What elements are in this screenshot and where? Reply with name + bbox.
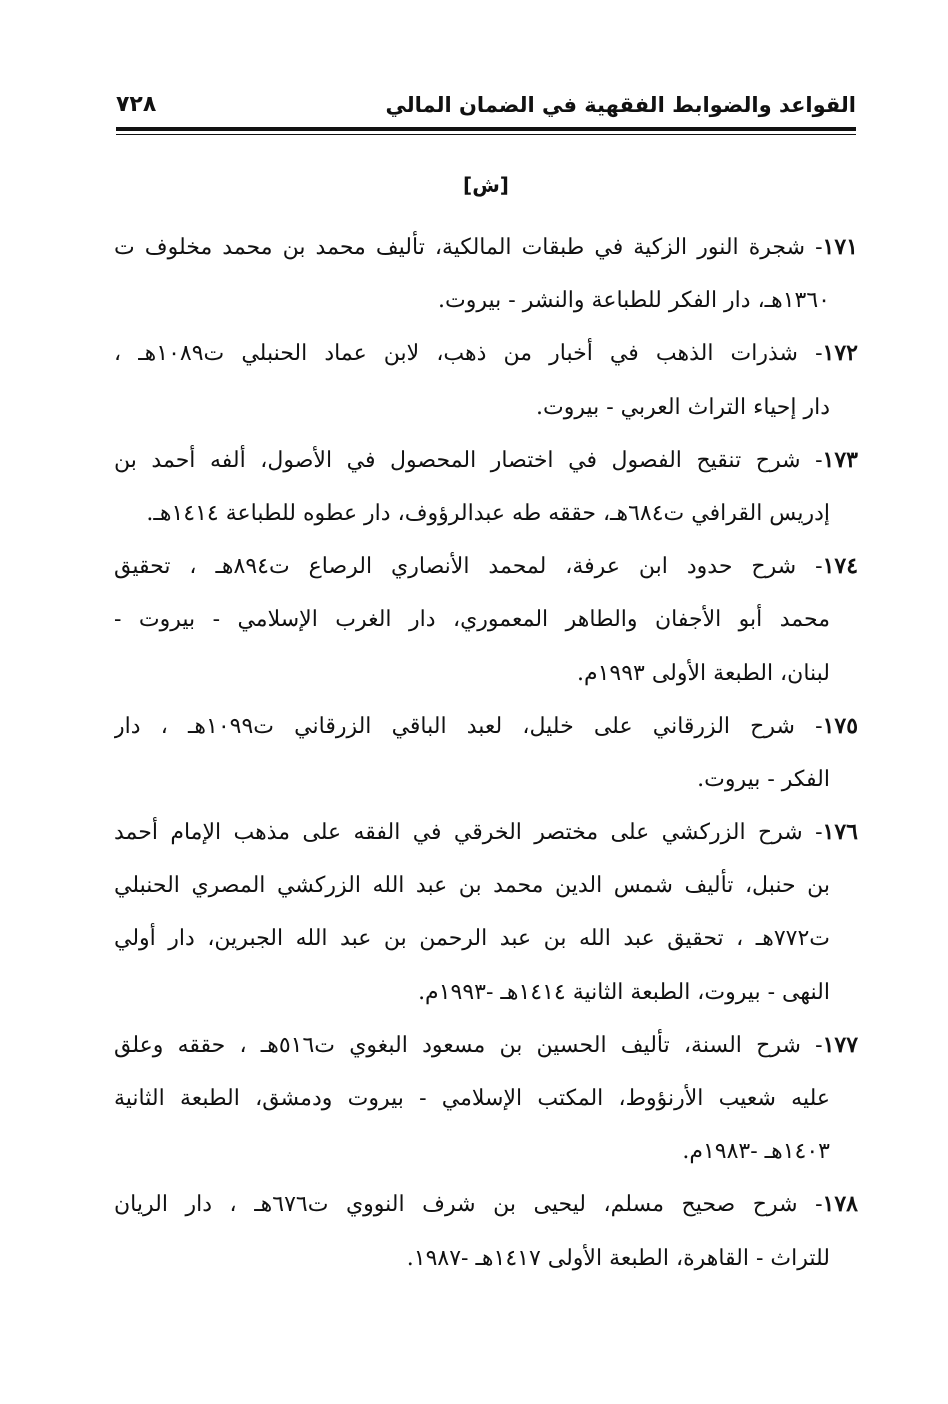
entry-number: ١٧٦: [822, 819, 858, 846]
entry-line: [114, 1232, 858, 1285]
entry-text: لبنان، الطبعة الأولى ١٩٩٣م.: [576, 660, 830, 686]
bibliography-entry: [114, 540, 858, 700]
entry-text: شجرة النور الزكية في طبقات المالكية، تأليف محمد بن محمد مخلوف ت: [114, 235, 806, 260]
bibliography-entry: [114, 806, 858, 1019]
entry-line: [114, 1125, 858, 1178]
entry-text: شرح الزركشي على مختصر الخرقي في الفقه على مذهب الإمام أحمد: [114, 820, 803, 846]
bibliography-entry: [114, 434, 858, 540]
entry-number: ١٧١: [822, 234, 858, 260]
entry-line: [114, 381, 858, 434]
running-header: [116, 90, 856, 124]
bibliography-entry: [114, 1019, 858, 1179]
bibliography-entry: [114, 1178, 858, 1284]
entry-line: ١٧٤- شرح حدود ابن عرفة، لمحمد الأنصاري الرصاع ت٨٩٤هـ ، تحقيق: [114, 553, 858, 580]
entry-text: بن حنبل، تأليف شمس الدين محمد بن عبد الله الزركشي المصري الحنبلي: [114, 873, 830, 899]
entry-line: [114, 647, 858, 700]
entry-number: ١٧٥: [822, 712, 858, 739]
bibliography-entry: [114, 327, 858, 433]
entry-text: النهى - بيروت، الطبعة الثانية ١٤١٤هـ -١٩٩٣م.: [418, 979, 830, 1005]
bibliography-entry: [114, 221, 858, 327]
entry-line: [114, 966, 858, 1019]
bibliography-list: [114, 221, 858, 1285]
entry-line: ١٧٦- شرح الزركشي على مختصر الخرقي في الفقه على مذهب الإمام أحمد: [114, 819, 858, 846]
entry-line: ١٧٧- شرح السنة، تأليف الحسين بن مسعود البغوي ت٥١٦هـ ، حققه وعلق: [114, 1031, 858, 1058]
entry-number: ١٧٧: [822, 1031, 858, 1058]
entry-line: [114, 593, 858, 646]
entry-line: ١٧١- شجرة النور الزكية في طبقات المالكية، تأليف محمد بن محمد مخلوف ت: [114, 234, 858, 260]
bibliography-entry: [114, 700, 858, 806]
entry-text: شرح صحيح مسلم، ليحيى بن شرف النووي ت٦٧٦هـ ، دار الريان: [114, 1192, 798, 1218]
entry-text: شرح الزرقاني على خليل، لعبد الباقي الزرقاني ت١٠٩٩هـ ، دار: [114, 713, 795, 739]
entry-line: [114, 1072, 858, 1125]
entry-text: دار إحياء التراث العربي - بيروت.: [535, 394, 830, 420]
entry-text: محمد أبو الأجفان والطاهر المعموري، دار الغرب الإسلامي - بيروت -: [114, 607, 830, 633]
entry-line: [114, 753, 858, 806]
entry-line: ١٧٣- شرح تنقيح الفصول في اختصار المحصول في الأصول، ألفه أحمد بن: [114, 446, 858, 473]
entry-text: شذرات الذهب في أخبار من ذهب، لابن عماد الحنبلي ت١٠٨٩هـ ،: [114, 341, 798, 367]
running-header-title: القواعد والضوابط الفقهية في الضمان المالي: [385, 93, 856, 117]
entry-text: عليه شعيب الأرنؤوط، المكتب الإسلامي - بيروت ودمشق، الطبعة الثانية: [114, 1086, 830, 1111]
entry-line: ١٧٥- شرح الزرقاني على خليل، لعبد الباقي الزرقاني ت١٠٩٩هـ ، دار: [114, 712, 858, 739]
entry-line: ١٧٨- شرح صحيح مسلم، ليحيى بن شرف النووي ت٦٧٦هـ ، دار الريان: [114, 1191, 858, 1218]
header-rule-thin: [116, 134, 856, 135]
entry-number: ١٧٨: [822, 1191, 858, 1218]
entry-number: ١٧٢: [822, 340, 858, 367]
entry-text: إدريس القرافي ت٦٨٤هـ، حققه طه عبدالرؤوف، دار عطوه للطباعة ١٤١٤هـ.: [146, 500, 830, 526]
entry-line: ١٧٢- شذرات الذهب في أخبار من ذهب، لابن عماد الحنبلي ت١٠٨٩هـ ،: [114, 340, 858, 367]
entry-line: [114, 859, 858, 912]
entry-text: شرح حدود ابن عرفة، لمحمد الأنصاري الرصاع ت٨٩٤هـ ، تحقيق: [114, 554, 797, 580]
section-heading: [ش]: [463, 173, 509, 197]
entry-number: ١٧٣: [822, 446, 858, 473]
entry-line: [114, 274, 858, 327]
entry-text: ت٧٧٢هـ ، تحقيق عبد الله بن عبد الرحمن بن عبد الله الجبرين، دار أولي: [114, 926, 830, 952]
entry-line: [114, 487, 858, 540]
page-number: ٧٢٨: [116, 92, 157, 117]
entry-text: شرح السنة، تأليف الحسين بن مسعود البغوي ت٥١٦هـ ، حققه وعلق: [114, 1032, 801, 1058]
entry-text: للتراث - القاهرة، الطبعة الأولى ١٤١٧هـ -١٩٨٧.: [406, 1245, 830, 1271]
entry-number: ١٧٤: [822, 553, 858, 580]
entry-text: الفكر - بيروت.: [697, 766, 830, 792]
entry-line: [114, 912, 858, 965]
entry-text: شرح تنقيح الفصول في اختصار المحصول في الأصول، ألفه أحمد بن: [114, 447, 801, 473]
header-rule-thick: [116, 127, 856, 131]
entry-text: ١٣٦٠هـ، دار الفكر للطباعة والنشر - بيروت.: [438, 288, 830, 314]
entry-text: ١٤٠٣هـ -١٩٨٣م.: [682, 1139, 830, 1165]
